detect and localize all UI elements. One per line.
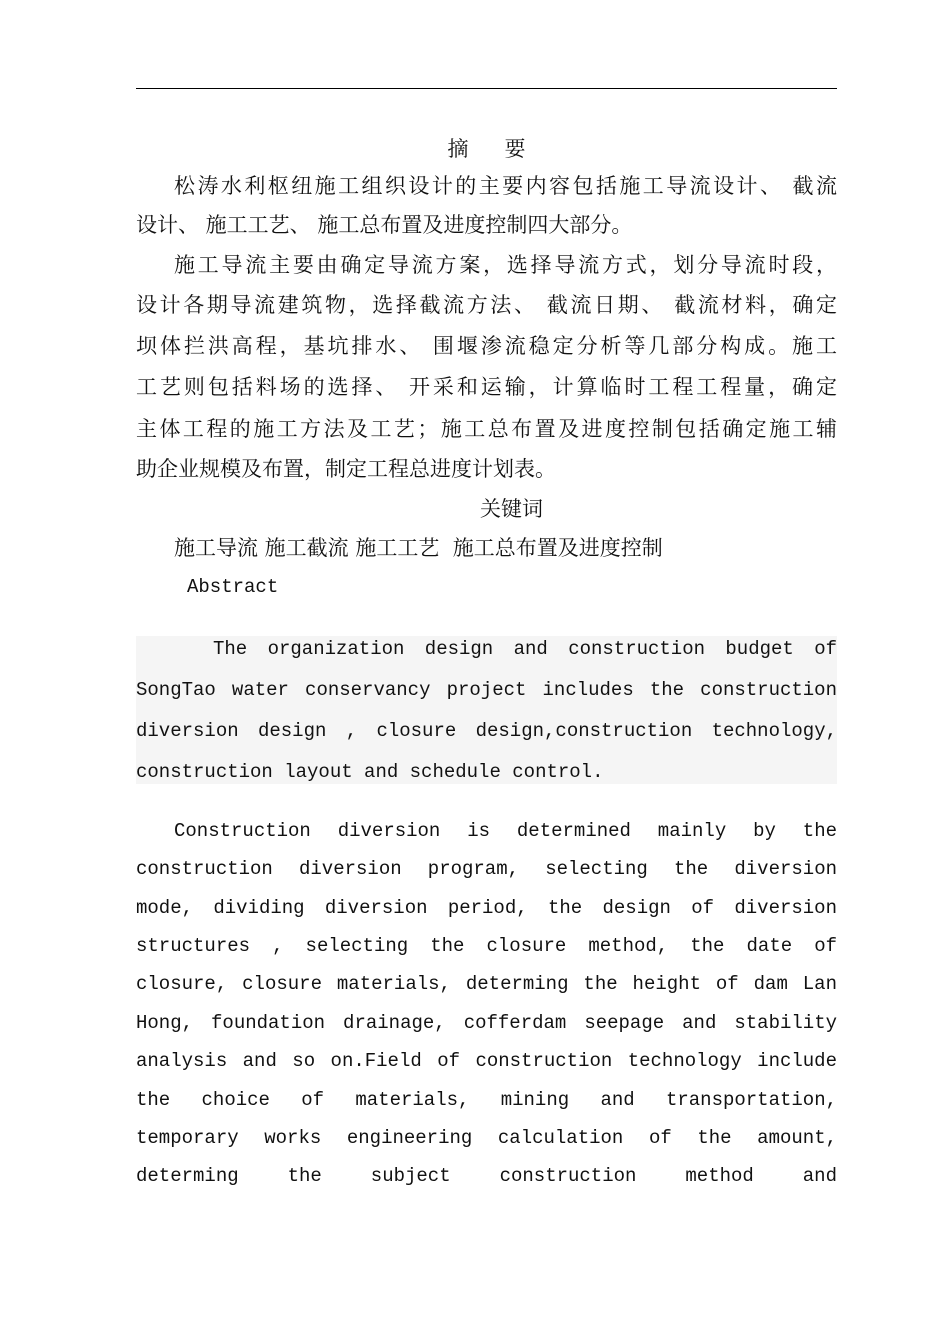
en-para2-line: construction diversion program, selecting the diversion bbox=[136, 858, 837, 880]
en-para2-line: closure, closure materials, determing the height of dam Lan bbox=[136, 973, 837, 995]
en-para1-line: SongTao water conservancy project includes the construction bbox=[136, 679, 837, 701]
keywords-heading: 关键词 bbox=[480, 497, 543, 521]
cn-para2-line: 助企业规模及布置，制定工程总进度计划表。 bbox=[136, 457, 556, 481]
cn-para1-line: 松涛水利枢纽施工组织设计的主要内容包括施工导流设计、 截流 bbox=[174, 174, 837, 198]
header-rule bbox=[136, 88, 837, 89]
en-para1-line: diversion design , closure design,construction technology, bbox=[136, 720, 837, 742]
en-para1-line: construction layout and schedule control. bbox=[136, 761, 604, 783]
keywords-line: 施工导流 施工截流 施工工艺 施工总布置及进度控制 bbox=[174, 536, 663, 560]
abstract-en-heading: Abstract bbox=[187, 576, 279, 598]
cn-para1-line: 设计、 施工工艺、 施工总布置及进度控制四大部分。 bbox=[136, 213, 633, 237]
en-para1-line: The organization design and construction budget of bbox=[213, 638, 837, 660]
cn-para2-line: 工艺则包括料场的选择、 开采和运输，计算临时工程工程量，确定 bbox=[136, 375, 837, 399]
en-para2-line: determing the subject construction method and bbox=[136, 1165, 837, 1187]
en-para2-line: analysis and so on.Field of construction technology include bbox=[136, 1050, 837, 1072]
cn-para2-line: 主体工程的施工方法及工艺；施工总布置及进度控制包括确定施工辅 bbox=[136, 417, 837, 441]
en-para2-line: mode, dividing diversion period, the design of diversion bbox=[136, 897, 837, 919]
en-para2-line: Hong, foundation drainage, cofferdam seepage and stability bbox=[136, 1012, 837, 1034]
en-para2-line: temporary works engineering calculation of the amount, bbox=[136, 1127, 837, 1149]
en-para2-line: Construction diversion is determined mainly by the bbox=[174, 820, 837, 842]
cn-para2-line: 坝体拦洪高程，基坑排水、 围堰渗流稳定分析等几部分构成。施工 bbox=[136, 334, 837, 358]
cn-para2-line: 施工导流主要由确定导流方案，选择导流方式，划分导流时段， bbox=[174, 253, 837, 277]
en-para2-line: structures , selecting the closure method, the date of bbox=[136, 935, 837, 957]
en-para2-line: the choice of materials, mining and transportation, bbox=[136, 1089, 837, 1111]
cn-para2-line: 设计各期导流建筑物，选择截流方法、 截流日期、 截流材料，确定 bbox=[136, 293, 837, 317]
abstract-cn-heading: 摘 要 bbox=[447, 137, 526, 161]
